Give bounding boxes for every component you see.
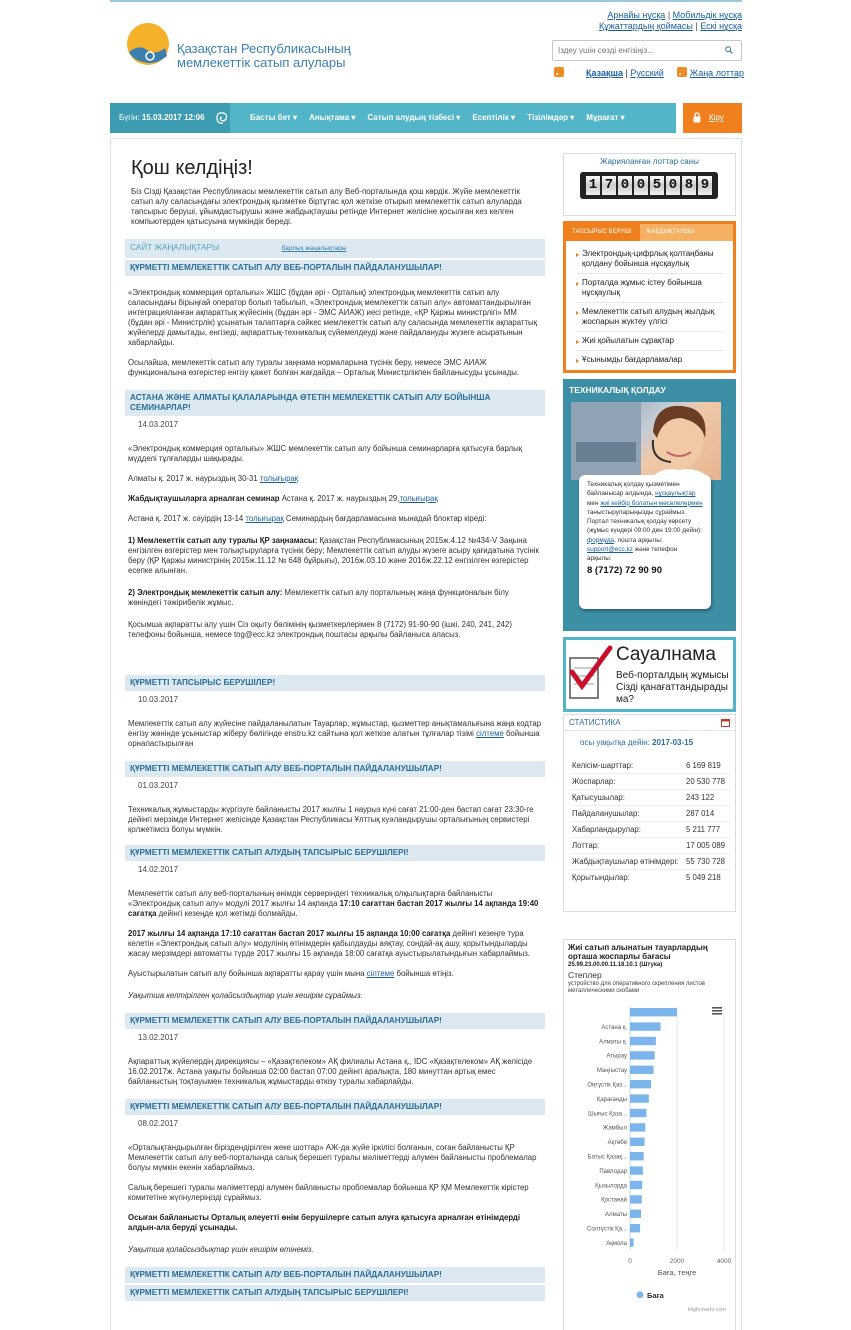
instructions-link[interactable]: нұсқаулықтар [655,490,696,498]
x-axis-title: Баға, теңге [657,1267,697,1277]
news-paragraph: Салық берешегі туралы мәліметтерді алумен байланысты проблемалар бойынша ҚР ҚМ Мемлекеттік кірістер комитетіне жүгінулеріңізді сұраймыз. [128,1183,529,1202]
stats-row: Жабдықтаушылар өтінімдері: 55 730 728 [572,854,732,870]
news-item-title[interactable]: ҚҰРМЕТТІ МЕМЛЕКЕТТІК САТЫП АЛУ ВЕБ-ПОРТАЛЫН ПАЙДАЛАНУШЫЛАР! [125,1267,545,1283]
main-content [110,138,742,1330]
site-logo[interactable] [125,22,365,72]
category-label: Жамбыл [602,1125,627,1132]
news-paragraph: 1) Мемлекеттік сатып алу туралы ҚР заңнамасы: Қазақстан Республикасының 2015ж.4.12 №434-V Заңына енгізілген өзгерістер мен толықтыруларға түсінік беру; Мемлекеттік сатып алуды жүзеге асыру қағидатына түсінік беру (ҚР Қаржы министрінің 2015ж.11.12 № 648 бұйрығы), 2016ж.03.10 және 2016ж.22.12 енгізілген өзгерістер есепке алынған. [128,536,539,575]
bar [630,1152,644,1160]
more-link[interactable]: толығырақ [259,474,299,483]
help-item[interactable]: Электрондық-цифрлық қолтаңбаны қолдану бойынша нұсқаулық [576,245,723,274]
news-paragraph: Қосымша ақпаратты алу үшін Сіз оқыту бөлімінің қызметкерлерімен 8 (7172) 91-90-90 (ішкі. 240, 241, 242) телефоны бойынша, немесе tng@ecc.kz электрондық поштасы арқылы байланыса аласыз. [128,620,512,639]
support-card: Техникалық қолдау қызметімен байланысар алдында, нұсқаулықтар мен жиі кейбір болатын мәселелермен таныстыруларыңызды сұраймыз. Портал техникалық қолдау көрсету (жұмыс күндері 09:00 ден 19:00 дейін): формуда, пошта арқылы: support@ecc.kz және телефон арқылы: 8 (7172) 72 90 90 [579,475,711,609]
category-label: Атырау [606,1053,627,1060]
category-label: Солтүстік Қа... [587,1226,627,1233]
category-label: Ақтөбе [607,1140,627,1147]
news-paragraph: «Электрондық коммерция орталығы» ЖШС мемлекеттік сатып алу бойынша семинарларға қатысуға барлық мүдделі тұлғаларды шақырады. [128,444,523,463]
chart-menu-icon[interactable] [712,1007,722,1015]
counter-digit: 7 [602,176,616,195]
nav-reference[interactable]: Анықтама ▾ [309,113,356,122]
link-sілтеме[interactable]: сілтеме [366,969,395,978]
nav-home[interactable]: Басты бет ▾ [250,113,298,122]
more-link[interactable]: толығырақ [245,514,284,523]
category-label: Батыс Қазақ... [587,1154,627,1161]
stats-row: Хабарландырулар: 5 211 777 [572,822,732,838]
checkmark-icon [568,644,614,704]
category-label: Алматы қ. [599,1039,627,1046]
news-paragraph: Мемлекеттік сатып алу жүйесіне пайдаланылатын Тауарлар, жұмыстар, қызметтер анықтамалығына жаңа кодтар енгізу жөнінде ұсыныстар жіберу бөлігінде enstru.kz сайтына қол жеткізе алатын тұлғалар тізімі сілтеме бойынша орналастырылған [128,719,542,748]
counter-digit: 9 [698,176,712,195]
lang-kazakh[interactable]: Қазақша [586,68,624,78]
all-news-link[interactable]: барлық жаңалықтары [281,245,347,252]
stats-row: Қатысушылар: 243 122 [572,790,732,806]
news-date: 01.03.2017 [138,781,179,790]
news-item-title[interactable]: ҚҰРМЕТТІ МЕМЛЕКЕТТІК САТЫП АЛУДЫҢ ТАПСЫРЫС БЕРУШІЛЕРІ! [125,1285,545,1301]
counter-digit: 8 [682,176,696,195]
news-item-title[interactable]: ҚҰРМЕТТІ МЕМЛЕКЕТТІК САТЫП АЛУ ВЕБ-ПОРТАЛЫН ПАЙДАЛАНУШЫЛАР! [125,1099,545,1115]
category-label: Ақмола [606,1240,627,1247]
news-paragraph: «Орталықтандырылған біріздендірілген жеке шоттар» АЖ-да жүйе іркілісі болғанын, соған байланысты ҚР Мемлекеттік сатып алу веб-порталында салық берешегі туралы мәліметтерді алумен байланысты проблемалар болуы мүмкін екенін хабарлаймыз. [128,1143,537,1172]
rss-icon[interactable] [554,67,564,77]
category-label: Маңғыстау [596,1068,627,1075]
search-input[interactable] [553,41,713,60]
news-date: 14.02.2017 [138,865,179,874]
more-link[interactable]: толығырақ [399,494,438,503]
bar [630,1195,642,1203]
statistics-box [563,714,736,912]
x-tick-label: 0 [628,1257,632,1265]
lots-counter [563,153,736,216]
news-item-title[interactable]: ҚҰРМЕТТІ МЕМЛЕКЕТТІК САТЫП АЛУДЫҢ ТАПСЫРЫС БЕРУШІЛЕРІ! [125,845,545,861]
news-paragraph: Осылайша, мемлекеттік сатып алу туралы заңнама нормаларына түсінік беру, немесе ЭМС АИАЖ функционалына өзгерістер енгізу қажет болған жағдайда – Орталық Министрлікпен байланысуды ұсынады. [128,358,520,377]
legend-marker [637,1291,644,1298]
bar [630,1123,645,1131]
support-email-link[interactable]: support@ecc.kz [587,546,633,554]
link-sілтеме[interactable]: сілтеме [476,729,504,738]
category-label: Шығыс Қаза... [588,1111,627,1118]
chart-subtitle: Степлер [568,970,602,980]
survey-title: Сауалнама [616,644,716,665]
top-links: Арнайы нұсқа | Мобильдік нұсқа Құжаттардың қоймасы | Ескі нұсқа [599,10,742,31]
category-label: Павлодар [599,1168,627,1175]
tab-strip [566,224,733,241]
news-item-title[interactable]: ҚҰРМЕТТІ МЕМЛЕКЕТТІК САТЫП АЛУ ВЕБ-ПОРТАЛЫН ПАЙДАЛАНУШЫЛАР! [125,260,545,276]
bar [630,1037,656,1045]
lang-russian[interactable]: Русский [630,68,664,78]
tab-supplier[interactable]: ЖАБДЫҚТАУШЫ [640,224,733,241]
operator-image [571,402,721,480]
news-date: 08.02.2017 [138,1119,179,1128]
survey-question: Веб-порталдың жұмысы Сізді қанағаттандырады ма? [616,670,729,705]
logo-line1: Қазақстан Республикасының [177,41,351,56]
search-icon[interactable] [725,46,733,54]
chart-code: 25.99.23.00.00.11.18.10.1 (Штука) [568,962,663,968]
price-chart-box [563,939,736,1330]
lock-icon [693,112,701,123]
news-paragraph: Техникалық жұмыстарды жүргізуге байланысты 2017 жылғы 1 наурыз күні сағат 21:00-ден бастап сағат 23:30-ге дейінгі мерзімде Интернет желісінде Қазақстан Республикасы Ұлттық куәландырушы орталығының сервистері қолжетімсіз болуы мүмкін. [128,805,534,834]
stats-row: Лоттар: 17 005 089 [572,838,732,854]
news-title: САЙТ ЖАҢАЛЫҚТАРЫ [130,243,220,252]
news-paragraph: Астана қ. 2017 ж. сәуірдің 13-14 толығырақ Семинардың бағдарламасына мынадай блоктар кіреді: [128,514,487,523]
chart-description: устройство для оперативного скрепления листов металлическими скобами [568,981,705,994]
support-phone: 8 (7172) 72 90 90 [587,564,663,576]
counter-digit: 0 [634,176,648,195]
bar [630,1051,655,1059]
bar [630,1210,641,1218]
nav-registers[interactable]: Тізілімдер ▾ [527,113,575,122]
bar [630,1080,651,1088]
news-paragraph: Жабдықтаушыларға арналған семинар Астана қ. 2017 ж. наурыздың 29,толығырақ [128,494,438,503]
login-label: Кіру [709,113,724,122]
nav-archive[interactable]: Мұрағат ▾ [586,113,625,122]
legend-label: Баға [647,1290,664,1300]
x-tick-label: 4000 [716,1257,732,1265]
x-tick-label: 2000 [669,1257,685,1265]
bar [630,1166,643,1174]
news-paragraph: Осыған байланысты Орталық әлеуетті өнім берушілерге сатып алуға қатысуға арналған өтінімдерді алдын-ала беруді ұсынады. [128,1213,521,1232]
bar [630,1066,654,1074]
category-label: Астана қ. [601,1024,627,1031]
logo-line2: мемлекеттік сатып алулары [177,55,346,70]
help-item[interactable]: Порталда жұмыс істеу бойынша нұсқаулық [576,274,723,303]
category-label: Қызылорда [595,1183,627,1190]
news-header [125,239,545,258]
news-date: 14.03.2017 [138,420,179,429]
language-bar: Қазақша | Русский Жаңа лоттар [554,67,744,79]
news-paragraph: «Электрондық коммерция орталығы» ЖШС (бұдан әрі - Орталық) электрондық мемлекеттік сатып алу саласындағы бірыңғай оператор болып табылып, «Электрондық мемлекеттік сатып алу» автоматтандырылған интеграцияланған ақпараттық жүйесінің (бұдан әрі - ЭМС АИАЖ) иесі ретінде, «ҚР Қаржы министрлігі» ММ (бұдан әрі - Министрлік) ұсынатын талаптарға сәйкес мемлекеттік сатып алу саласында мемлекеттік ақпараттық жүйелерді дамытады, енгізеді, ақпараттық-техникалық сүйемелдеуді және пайдалануды жүзеге асыратынын хабарлайды. [128,288,538,347]
faq-problems-link[interactable]: жиі кейбір болатын мәселелермен [600,499,703,507]
help-item[interactable]: Ұсынымды бағдарламалар [576,351,723,369]
news-item-title[interactable]: ҚҰРМЕТТІ ТАПСЫРЫС БЕРУШІЛЕР! [125,675,545,691]
bar [630,1224,640,1232]
calendar-icon[interactable] [721,718,730,727]
counter-digit: 5 [650,176,664,195]
help-item[interactable]: Мемлекеттік сатып алудың жылдық жоспарын жүктеу үлгісі [576,303,723,332]
news-paragraph: Ақпараттық жүйелердің дирекциясы – «Қазақтелеком» АҚ филиалы Астана қ., IDC «Қазақтелеком» АҚ желісіде 16.02.2017ж. Астана уақыты бойынша 02:00 бастап 07:00 дейінгі аралықта, 180 минуттан артық емес байланыстың тоқтауымен техникалық жұмыстарды өткізу туралы хабарлайды. [128,1057,533,1086]
search-box [552,40,742,61]
news-paragraph: Ауыстырылатын сатып алу бойынша ақпаратты қарау үшін мына сілтеме бойынша өтіңіз. [128,969,454,978]
top-border [110,0,742,2]
nav-menu [250,103,637,133]
news-paragraph: Алматы қ. 2017 ж. наурыздың 30-31 толығырақ [128,474,299,483]
support-form-link[interactable]: формуда [587,536,615,544]
news-item-title[interactable]: ҚҰРМЕТТІ МЕМЛЕКЕТТІК САТЫП АЛУ ВЕБ-ПОРТАЛЫН ПАЙДАЛАНУШЫЛАР! [125,761,545,777]
ornament-icon [214,110,230,126]
documents-storage-link[interactable]: Құжаттардың қоймасы [599,21,693,31]
stats-row: Келісім-шарттар: 6 169 819 [572,758,732,774]
page-title: Қош келдіңіз! [131,157,253,179]
stats-row: Пайдаланушылар: 287 014 [572,806,732,822]
chart-title: Жиі сатып алынатын тауарлардың орташа жоспарлы бағасы [568,943,708,961]
counter-digit: 0 [666,176,680,195]
old-version-link[interactable]: Ескі нұсқа [700,21,742,31]
stats-date: осы уақытқа дейін: 2017-03-15 [580,738,694,747]
news-paragraph: Уақытша қолайсыздықтар үшін кешірім өтінеміз. [128,1245,314,1254]
category-label: Қостанай [601,1197,627,1204]
bar [630,1022,661,1030]
tab-customer[interactable]: ТАПСЫРЫС БЕРУШІ [566,224,640,241]
news-paragraph: 2) Электрондық мемлекеттік сатып алу: Мемлекеттік сатып алу порталының жаңа функционалын білу жөніндегі тәжірибелік жұмыс. [128,588,509,607]
stats-date-value: 2017-03-15 [652,738,694,747]
intro-text: Біз Сізді Қазақстан Республикасы мемлекеттік сатып алу Веб-порталында қош көрдік. Жүйе мемлекеттік сатып алу саласындағы электрондық қызметке біртұтас қол жеткізе отырып мемлекеттік сатып алуларда тапсырыс беруші, ұйымдастырушы және жабдықтаушы ретінде Интернет желісіне қосылған кез келген компьютерден қатысуына мүмкіндік береді. [131,187,522,226]
counter-digit: 1 [586,176,600,195]
news-date: 10.03.2017 [138,695,179,704]
news-paragraph: Мемлекеттік сатып алу веб-порталының өнімдік серверіндегі техникалық олқылықтарға байланысты «Электрондық сатып алу» модулі 2017 жылғы 14 ақпанда 17:10 сағаттан бастап 2017 жылғы 14 ақпанда 19:40 сағатқа дейінгі кезеңде қол жетімді болмайды. [128,889,539,918]
login-button[interactable] [683,103,742,133]
help-item[interactable]: Жиі қойылатын сұрақтар [576,332,723,351]
stats-row: Жоспарлар: 20 530 778 [572,774,732,790]
news-item-title[interactable]: АСТАНА ЖӘНЕ АЛМАТЫ ҚАЛАЛАРЫНДА ӨТЕТІН МЕМЛЕКЕТТІК САТЫП АЛУ БОЙЫНША СЕМИНАРЛАР! [125,390,545,416]
current-date [110,103,230,133]
counter-digits [580,172,718,199]
special-version-link[interactable]: Арнайы нұсқа [607,10,666,20]
support-title: ТЕХНИКАЛЫҚ ҚОЛДАУ [569,385,666,395]
counter-title: Жарияланған лоттар саны [600,157,699,166]
news-date: 13.02.2017 [138,1033,179,1042]
category-label: Алматы [605,1212,627,1219]
help-list [566,241,733,369]
news-item-title[interactable]: ҚҰРМЕТТІ МЕМЛЕКЕТТІК САТЫП АЛУ ВЕБ-ПОРТАЛЫН ПАЙДАЛАНУШЫЛАР! [125,1013,545,1029]
bar [630,1238,634,1246]
bar [630,1109,646,1117]
main-nav [110,103,676,133]
mobile-version-link[interactable]: Мобильдік нұсқа [672,10,742,20]
page [110,0,745,1330]
bar [630,1138,645,1146]
credits-label: Highcharts.com [687,1306,726,1313]
bar [630,1094,649,1102]
price-bar-chart [564,1000,735,1330]
counter-digit: 0 [618,176,632,195]
date-label: Бүгін: [119,113,140,122]
rss-new-lots-icon[interactable] [677,67,687,77]
news-paragraph: 2017 жылғы 14 ақпанда 17:10 сағаттан бастап 2017 жылғы 15 ақпанда 10:00 сағатқа дейінгі кезеңге тура келетін «Электрондық сатып алу» модулінің өтінімдерін қабылдауды аяқтау, сондай-ақ ашу, қорытындыларды жасау мерзімдері автоматты түрде 2017 жылғы 15 ақпанда 18:00 сағатқа ауыстырылатындығын хабарлаймыз. [128,929,530,958]
category-label: Оңтүстік Қаз... [587,1082,627,1089]
new-lots-link[interactable]: Жаңа лоттар [689,68,745,78]
date-value: 15.03.2017 12:06 [141,113,205,122]
help-tabs [563,221,736,373]
news-paragraph: Уақытша келтірілген қолайсыздықтар үшін кешірім сұраймыз. [128,991,363,1000]
nav-procurement-list[interactable]: Сатып алудың тізбесі ▾ [367,113,461,122]
support-operator-photo [571,402,721,480]
bar [630,1008,677,1016]
stats-row: Қорытындылар: 5 049 218 [572,872,721,882]
category-label: Қарағанды [596,1096,627,1103]
logo-text [177,42,351,70]
nav-reports[interactable]: Есептілік ▾ [472,113,516,122]
news-section [125,239,545,1301]
sun-emblem-icon [125,22,171,68]
stats-title: СТАТИСТИКА [569,718,621,727]
survey-banner[interactable] [563,637,736,712]
bar [630,1181,642,1189]
stats-table [572,758,732,885]
stats-header [564,715,735,731]
tech-support [563,379,736,631]
